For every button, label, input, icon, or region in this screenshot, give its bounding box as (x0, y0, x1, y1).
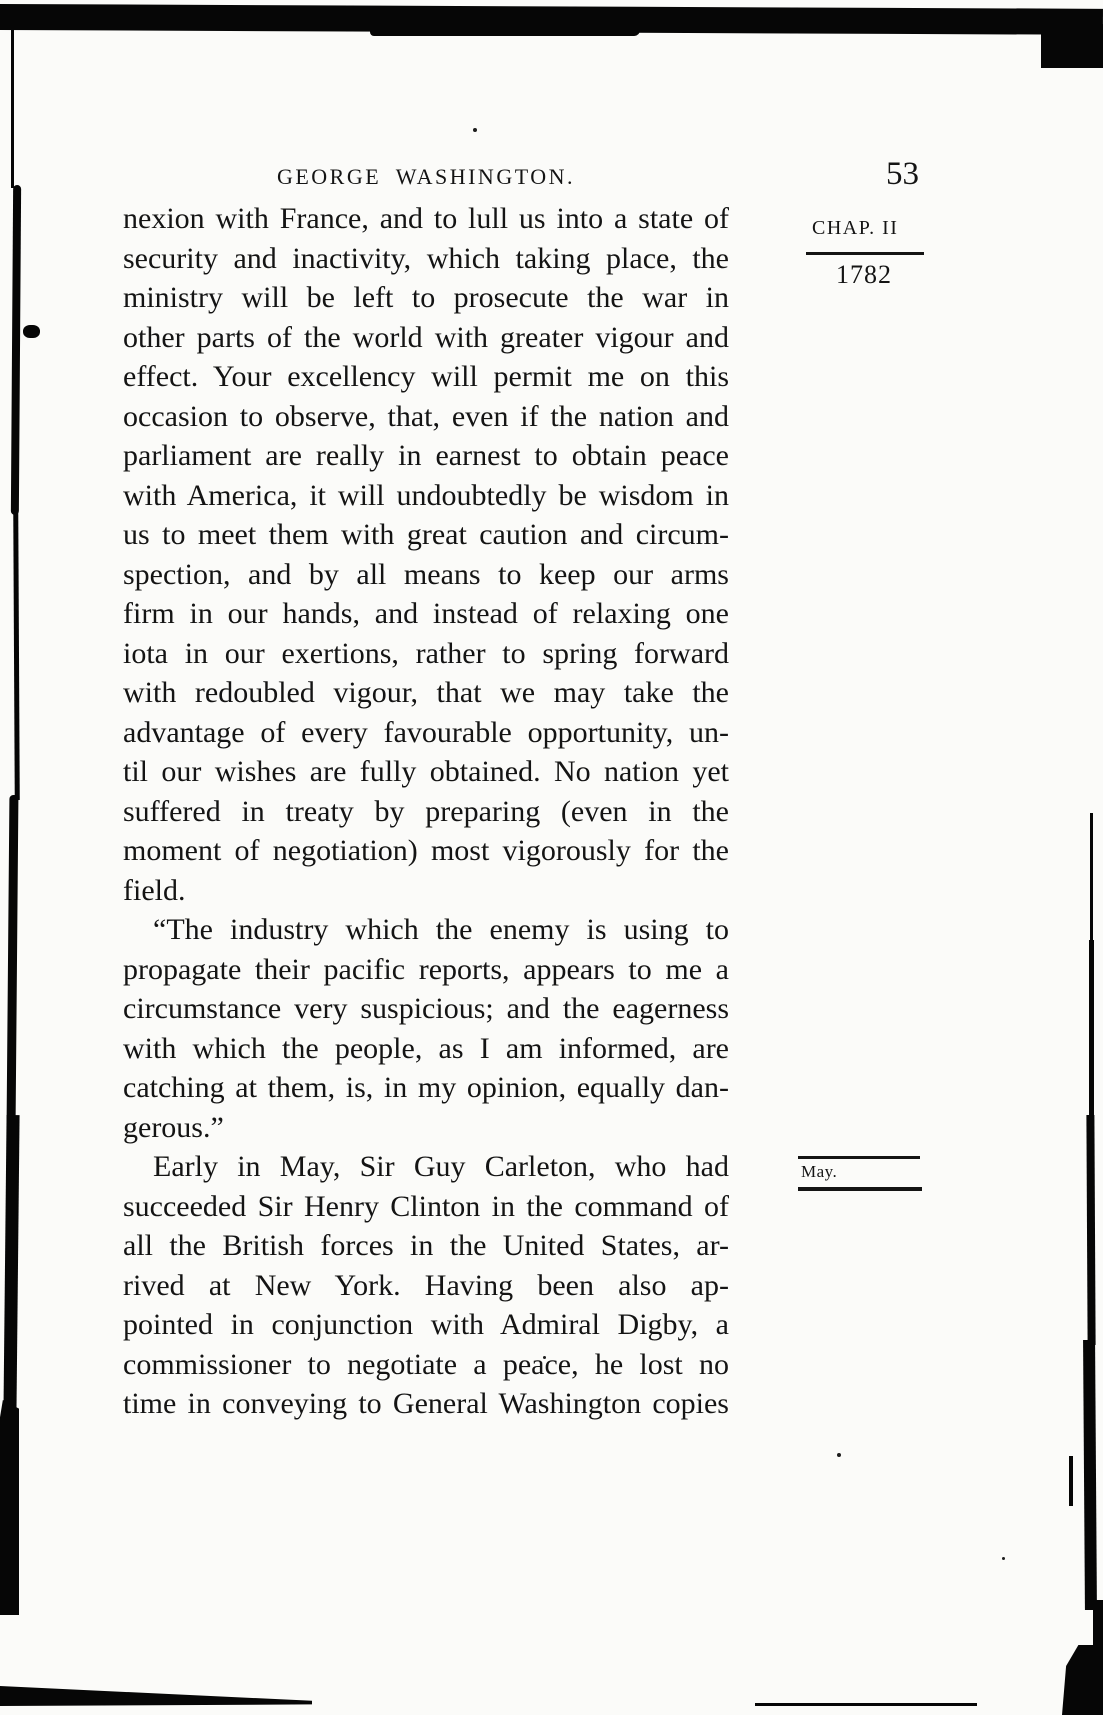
scan-artifact-left-band (13, 510, 20, 800)
text-line: all the British forces in the United States, ar- (123, 1229, 729, 1262)
scan-artifact-right-band (1093, 1600, 1103, 1715)
margin-rule (798, 1156, 920, 1159)
text-line: us to meet them with great caution and circum- (123, 518, 729, 551)
scan-speck (473, 128, 477, 132)
text-line: propagate their pacific reports, appears to me a (123, 952, 729, 986)
body-text (123, 199, 729, 1424)
text-line: succeeded Sir Henry Clinton in the command of (123, 1189, 729, 1223)
text-line: suffered in treaty by preparing (even in the (123, 794, 729, 828)
scan-artifact-left-band (11, 185, 21, 515)
text-line: other parts of the world with greater vigour and (123, 320, 729, 354)
page-number: 53 (886, 156, 919, 192)
text-line: til our wishes are fully obtained. No nation yet (123, 755, 729, 788)
scan-artifact-left-band (0, 1400, 19, 1615)
scan-artifact-top-bar-bump2 (760, 27, 910, 32)
text-line: gerous.” (123, 1110, 224, 1144)
text-line: effect. Your excellency will permit me on this (123, 360, 729, 393)
scan-artifact-bottom-line (755, 1703, 977, 1706)
margin-rule (806, 252, 924, 255)
text-line: advantage of every favourable opportunity, un- (123, 715, 729, 749)
text-line: with America, it will undoubtedly be wisdom in (123, 478, 729, 512)
text-line: catching at them, is, in my opinion, equally dan- (123, 1071, 729, 1104)
scan-speck (1002, 1557, 1005, 1560)
scan-artifact-bottom-wedge (0, 1686, 312, 1706)
margin-rule (798, 1187, 922, 1191)
scan-artifact-left-blob (23, 325, 40, 338)
text-line: “The industry which the enemy is using to (153, 913, 729, 946)
text-line: with which the people, as I am informed, are (123, 1031, 729, 1065)
text-line: security and inactivity, which taking place, the (123, 241, 729, 275)
text-line: parliament are really in earnest to obtain peace (123, 439, 729, 472)
scan-artifact-left-band (7, 795, 19, 1125)
scan-artifact-right-stray-line (1069, 1456, 1073, 1506)
scan-artifact-right-band (1083, 1340, 1097, 1610)
text-line: Early in May, Sir Guy Carleton, who had (153, 1150, 729, 1183)
margin-note-chapter: CHAP. II (812, 217, 899, 239)
scan-artifact-right-band (1086, 1115, 1095, 1345)
text-line: commissioner to negotiate a peace, he lost no (123, 1347, 729, 1381)
text-line: firm in our hands, and instead of relaxing one (123, 597, 729, 630)
scan-artifact-right-band (1090, 813, 1093, 943)
text-line: rived at New York. Having been also ap- (123, 1268, 729, 1302)
text-line: occasion to observe, that, even if the nation and (123, 399, 729, 433)
margin-note-year: 1782 (836, 260, 892, 289)
scan-artifact-left-band (3, 1115, 19, 1415)
scan-artifact-right-band (1089, 940, 1094, 1120)
text-line: ministry will be left to prosecute the war in (123, 281, 729, 314)
scan-artifact-top-bar-bump (370, 27, 640, 36)
text-line: field. (123, 873, 186, 907)
text-line: with redoubled vigour, that we may take the (123, 676, 729, 709)
text-line: iota in our exertions, rather to spring forward (123, 636, 729, 670)
text-line: circumstance very suspicious; and the eagerness (123, 992, 729, 1025)
running-header: GEORGE WASHINGTON. (276, 164, 576, 189)
text-line: pointed in conjunction with Admiral Digby, a (123, 1308, 729, 1341)
margin-note-month: May. (801, 1162, 838, 1181)
text-line: spection, and by all means to keep our arms (123, 557, 729, 591)
text-line: time in conveying to General Washington copies (123, 1387, 729, 1420)
scan-artifact-left-band (11, 28, 14, 188)
text-line: nexion with France, and to lull us into a state of (123, 202, 729, 235)
scan-speck (837, 1453, 841, 1457)
text-line: moment of negotiation) most vigorously for the (123, 834, 729, 867)
scan-artifact-top-right-block (1041, 24, 1103, 68)
